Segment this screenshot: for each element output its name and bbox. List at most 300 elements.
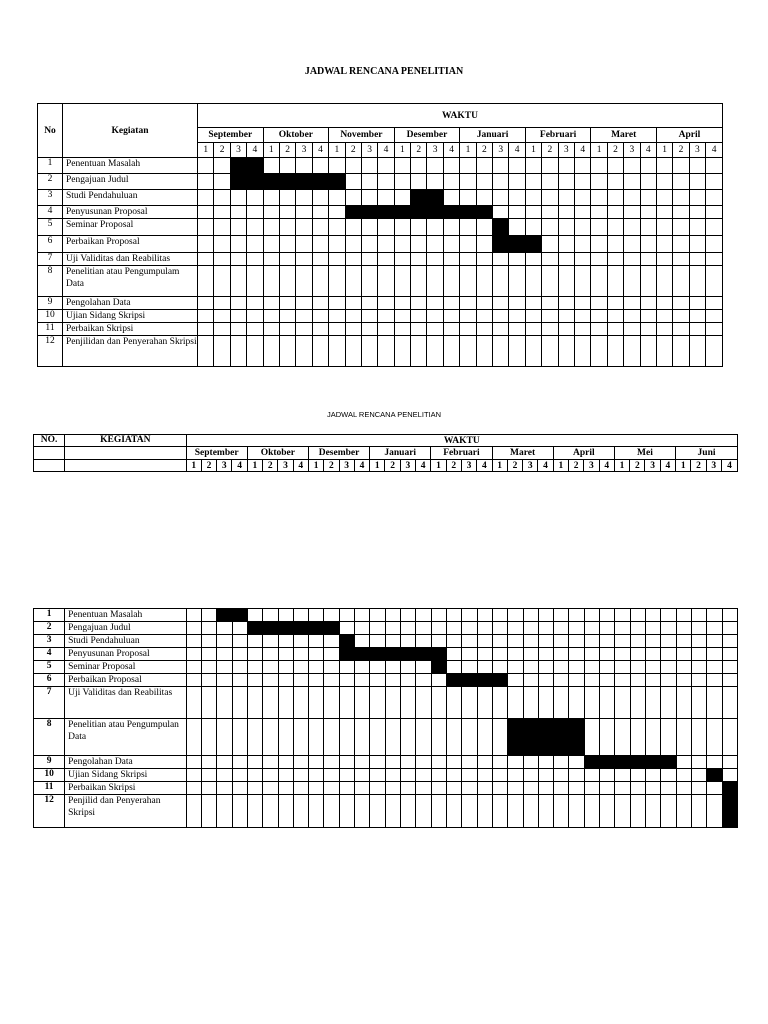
gantt-cell: [312, 310, 328, 323]
gantt-cell: [460, 190, 476, 206]
week-number: 2: [568, 460, 583, 472]
gantt-cell: [296, 219, 312, 236]
row-number: 4: [34, 648, 65, 661]
gantt-cell: [508, 674, 523, 687]
gantt-cell: [201, 648, 216, 661]
gantt-cell: [569, 661, 584, 674]
gantt-cell: [661, 609, 676, 622]
week-number: 2: [324, 460, 339, 472]
gantt-cell: [615, 719, 630, 756]
gantt-cell: [689, 310, 705, 323]
gantt-cell: [661, 635, 676, 648]
gantt-cell: [198, 190, 214, 206]
gantt-bar-cell: [263, 622, 278, 635]
gantt-cell: [523, 782, 538, 795]
table1-title: JADWAL RENCANA PENELITIAN: [304, 66, 464, 77]
gantt-cell: [416, 674, 431, 687]
week-number: 2: [607, 143, 623, 158]
gantt-cell: [624, 266, 640, 297]
gantt-cell: [525, 310, 541, 323]
gantt-cell: [460, 266, 476, 297]
gantt-cell: [509, 158, 525, 174]
gantt-cell: [689, 336, 705, 367]
gantt-cell: [217, 756, 232, 769]
gantt-cell: [263, 336, 279, 367]
gantt-cell: [476, 310, 492, 323]
gantt-cell: [279, 158, 295, 174]
gantt-cell: [646, 661, 661, 674]
gantt-cell: [689, 297, 705, 310]
row-number: 5: [34, 661, 65, 674]
gantt-cell: [279, 323, 295, 336]
gantt-cell: [630, 635, 645, 648]
header-row-waktu: [38, 104, 723, 128]
gantt-cell: [691, 622, 706, 635]
gantt-cell: [247, 719, 262, 756]
gantt-cell: [378, 236, 394, 253]
gantt-bar-cell: [378, 206, 394, 219]
gantt-cell: [591, 219, 607, 236]
gantt-cell: [630, 622, 645, 635]
gantt-cell: [508, 756, 523, 769]
week-number: 4: [538, 460, 553, 472]
gantt-cell: [416, 756, 431, 769]
gantt-cell: [230, 323, 246, 336]
gantt-cell: [247, 190, 263, 206]
gantt-cell: [600, 661, 615, 674]
gantt-cell: [378, 158, 394, 174]
gantt-cell: [630, 674, 645, 687]
row-number: 3: [34, 635, 65, 648]
gantt-cell: [378, 336, 394, 367]
week-number: 3: [493, 143, 509, 158]
gantt-cell: [676, 648, 691, 661]
gantt-cell: [198, 297, 214, 310]
gantt-cell: [263, 756, 278, 769]
gantt-cell: [339, 661, 354, 674]
gantt-cell: [661, 769, 676, 782]
gantt-cell: [538, 782, 553, 795]
gantt-cell: [186, 795, 201, 828]
gantt-cell: [217, 661, 232, 674]
gantt-cell: [279, 310, 295, 323]
gantt-cell: [394, 219, 410, 236]
week-number: 1: [308, 460, 323, 472]
gantt-bar-cell: [263, 174, 279, 190]
gantt-cell: [186, 635, 201, 648]
gantt-cell: [443, 158, 459, 174]
gantt-cell: [542, 219, 558, 236]
gantt-cell: [673, 323, 689, 336]
gantt-bar-cell: [584, 756, 599, 769]
gantt-cell: [525, 158, 541, 174]
header-row-months: [34, 447, 738, 460]
gantt-cell: [615, 635, 630, 648]
gantt-cell: [443, 323, 459, 336]
gantt-cell: [646, 769, 661, 782]
week-number: 2: [214, 143, 230, 158]
gantt-cell: [263, 661, 278, 674]
gantt-bar-cell: [279, 174, 295, 190]
gantt-cell: [385, 769, 400, 782]
gantt-cell: [706, 174, 723, 190]
gantt-bar-cell: [722, 795, 737, 828]
gantt-cell: [460, 297, 476, 310]
activity-row: [34, 674, 738, 687]
activity-row: [38, 266, 723, 297]
activity-row: [38, 190, 723, 206]
gantt-cell: [401, 687, 416, 719]
gantt-cell: [385, 609, 400, 622]
gantt-cell: [446, 661, 461, 674]
gantt-cell: [707, 648, 722, 661]
week-number: 2: [630, 460, 645, 472]
week-number: 1: [329, 143, 345, 158]
gantt-cell: [361, 174, 377, 190]
gantt-cell: [416, 661, 431, 674]
gantt-cell: [676, 756, 691, 769]
gantt-cell: [355, 782, 370, 795]
week-number: 4: [721, 460, 737, 472]
gantt-cell: [247, 206, 263, 219]
gantt-cell: [661, 719, 676, 756]
blank-cell: [65, 447, 186, 460]
gantt-cell: [247, 266, 263, 297]
gantt-cell: [198, 219, 214, 236]
week-number: 3: [558, 143, 574, 158]
week-number: 3: [584, 460, 599, 472]
gantt-cell: [263, 206, 279, 219]
gantt-bar-cell: [411, 190, 427, 206]
activity-row: [38, 310, 723, 323]
gantt-cell: [247, 297, 263, 310]
gantt-cell: [462, 648, 477, 661]
gantt-cell: [706, 253, 723, 266]
gantt-cell: [462, 769, 477, 782]
gantt-cell: [378, 253, 394, 266]
row-number: 2: [38, 174, 63, 190]
gantt-cell: [691, 648, 706, 661]
gantt-cell: [508, 687, 523, 719]
gantt-cell: [722, 756, 737, 769]
gantt-cell: [411, 310, 427, 323]
gantt-cell: [355, 674, 370, 687]
gantt-cell: [263, 769, 278, 782]
gantt-cell: [278, 782, 293, 795]
gantt-cell: [640, 236, 656, 253]
gantt-cell: [361, 323, 377, 336]
gantt-cell: [378, 297, 394, 310]
gantt-cell: [345, 310, 361, 323]
gantt-cell: [538, 674, 553, 687]
gantt-cell: [214, 206, 230, 219]
gantt-cell: [230, 297, 246, 310]
gantt-cell: [554, 635, 569, 648]
gantt-cell: [508, 635, 523, 648]
gantt-cell: [263, 158, 279, 174]
month-header: Februari: [525, 128, 591, 143]
gantt-bar-cell: [446, 674, 461, 687]
gantt-cell: [232, 756, 247, 769]
gantt-cell: [656, 253, 672, 266]
gantt-cell: [217, 648, 232, 661]
gantt-cell: [656, 266, 672, 297]
gantt-cell: [676, 687, 691, 719]
gantt-cell: [431, 756, 446, 769]
gantt-cell: [370, 622, 385, 635]
month-header: September: [198, 128, 264, 143]
gantt-cell: [640, 336, 656, 367]
week-number: 1: [394, 143, 410, 158]
gantt-bar-cell: [462, 674, 477, 687]
row-number: 8: [38, 266, 63, 297]
schedule-table-2-header: [33, 434, 738, 472]
gantt-cell: [707, 782, 722, 795]
gantt-cell: [309, 648, 324, 661]
gantt-cell: [462, 635, 477, 648]
gantt-cell: [591, 236, 607, 253]
gantt-cell: [263, 219, 279, 236]
gantt-cell: [656, 158, 672, 174]
gantt-cell: [656, 190, 672, 206]
gantt-cell: [525, 323, 541, 336]
gantt-cell: [293, 769, 308, 782]
activity-row: [34, 769, 738, 782]
gantt-cell: [460, 236, 476, 253]
gantt-cell: [370, 687, 385, 719]
gantt-bar-cell: [477, 674, 492, 687]
gantt-cell: [462, 719, 477, 756]
gantt-cell: [640, 206, 656, 219]
gantt-cell: [201, 719, 216, 756]
week-number: 3: [645, 460, 660, 472]
gantt-cell: [232, 795, 247, 828]
week-number: 3: [230, 143, 246, 158]
activity-name: Penentuan Masalah: [63, 158, 198, 174]
gantt-cell: [691, 795, 706, 828]
gantt-cell: [214, 253, 230, 266]
gantt-cell: [523, 674, 538, 687]
gantt-cell: [722, 635, 737, 648]
row-number: 1: [38, 158, 63, 174]
header-row-weeks: [34, 460, 738, 472]
gantt-bar-cell: [460, 206, 476, 219]
gantt-cell: [361, 310, 377, 323]
gantt-cell: [554, 622, 569, 635]
gantt-cell: [591, 206, 607, 219]
gantt-bar-cell: [427, 206, 443, 219]
gantt-cell: [416, 635, 431, 648]
gantt-cell: [431, 782, 446, 795]
gantt-cell: [198, 323, 214, 336]
gantt-cell: [661, 674, 676, 687]
gantt-cell: [676, 661, 691, 674]
gantt-cell: [538, 648, 553, 661]
gantt-cell: [493, 253, 509, 266]
gantt-cell: [345, 253, 361, 266]
gantt-cell: [263, 253, 279, 266]
week-number: 2: [476, 143, 492, 158]
gantt-cell: [329, 190, 345, 206]
activity-name: Penyusunan Proposal: [63, 206, 198, 219]
gantt-bar-cell: [355, 648, 370, 661]
gantt-cell: [214, 266, 230, 297]
gantt-bar-cell: [525, 236, 541, 253]
gantt-cell: [558, 310, 574, 323]
week-number: 3: [689, 143, 705, 158]
activity-name: Ujian Sidang Skripsi: [63, 310, 198, 323]
gantt-bar-cell: [339, 648, 354, 661]
week-number: 1: [656, 143, 672, 158]
week-number: 3: [339, 460, 354, 472]
gantt-cell: [477, 622, 492, 635]
gantt-cell: [477, 609, 492, 622]
gantt-cell: [186, 782, 201, 795]
gantt-cell: [591, 174, 607, 190]
gantt-cell: [186, 674, 201, 687]
gantt-cell: [569, 769, 584, 782]
gantt-cell: [706, 206, 723, 219]
col-activity-header: Kegiatan: [63, 104, 198, 158]
gantt-cell: [443, 219, 459, 236]
activity-name: Penelitian atau Pengumpulan Data: [65, 719, 187, 756]
gantt-cell: [279, 266, 295, 297]
gantt-cell: [462, 661, 477, 674]
gantt-cell: [232, 635, 247, 648]
gantt-cell: [607, 253, 623, 266]
gantt-cell: [689, 206, 705, 219]
gantt-cell: [722, 674, 737, 687]
gantt-cell: [339, 687, 354, 719]
gantt-cell: [476, 336, 492, 367]
gantt-cell: [584, 648, 599, 661]
gantt-cell: [345, 236, 361, 253]
gantt-cell: [345, 266, 361, 297]
row-number: 4: [38, 206, 63, 219]
gantt-cell: [624, 310, 640, 323]
gantt-cell: [217, 687, 232, 719]
gantt-cell: [554, 661, 569, 674]
gantt-bar-cell: [345, 206, 361, 219]
gantt-cell: [186, 769, 201, 782]
gantt-cell: [279, 297, 295, 310]
gantt-cell: [523, 756, 538, 769]
gantt-cell: [575, 310, 591, 323]
gantt-cell: [509, 323, 525, 336]
gantt-cell: [198, 310, 214, 323]
gantt-cell: [460, 158, 476, 174]
gantt-bar-cell: [509, 236, 525, 253]
gantt-cell: [394, 174, 410, 190]
row-number: 6: [34, 674, 65, 687]
gantt-cell: [293, 661, 308, 674]
gantt-cell: [607, 297, 623, 310]
week-number: 3: [706, 460, 721, 472]
gantt-cell: [446, 687, 461, 719]
gantt-cell: [492, 782, 507, 795]
week-number: 4: [477, 460, 492, 472]
activity-row: [38, 206, 723, 219]
gantt-cell: [706, 219, 723, 236]
activity-name: Uji Validitas dan Reabilitas: [63, 253, 198, 266]
gantt-cell: [324, 687, 339, 719]
gantt-cell: [247, 310, 263, 323]
gantt-cell: [214, 336, 230, 367]
gantt-cell: [656, 219, 672, 236]
gantt-cell: [198, 253, 214, 266]
gantt-cell: [607, 236, 623, 253]
week-number: 1: [460, 143, 476, 158]
gantt-cell: [443, 336, 459, 367]
gantt-cell: [575, 236, 591, 253]
activity-name: Penjilid dan Penyerahan Skripsi: [65, 795, 187, 828]
gantt-cell: [329, 253, 345, 266]
gantt-cell: [476, 174, 492, 190]
gantt-cell: [247, 756, 262, 769]
gantt-cell: [630, 687, 645, 719]
gantt-cell: [691, 635, 706, 648]
activity-name: Seminar Proposal: [63, 219, 198, 236]
gantt-cell: [640, 253, 656, 266]
gantt-cell: [554, 795, 569, 828]
gantt-cell: [427, 297, 443, 310]
gantt-cell: [676, 769, 691, 782]
week-number: 1: [431, 460, 446, 472]
gantt-cell: [446, 622, 461, 635]
gantt-cell: [477, 719, 492, 756]
gantt-cell: [293, 648, 308, 661]
gantt-bar-cell: [523, 719, 538, 756]
gantt-cell: [324, 609, 339, 622]
gantt-cell: [312, 190, 328, 206]
gantt-cell: [542, 336, 558, 367]
gantt-cell: [689, 190, 705, 206]
gantt-cell: [591, 253, 607, 266]
gantt-cell: [416, 719, 431, 756]
gantt-cell: [523, 795, 538, 828]
gantt-cell: [691, 782, 706, 795]
gantt-cell: [263, 674, 278, 687]
activity-name: Perbaikan Skripsi: [63, 323, 198, 336]
row-number: 5: [38, 219, 63, 236]
week-number: 3: [427, 143, 443, 158]
gantt-cell: [263, 719, 278, 756]
gantt-cell: [411, 297, 427, 310]
gantt-cell: [394, 336, 410, 367]
gantt-cell: [624, 253, 640, 266]
gantt-cell: [401, 609, 416, 622]
gantt-cell: [312, 219, 328, 236]
gantt-cell: [630, 609, 645, 622]
gantt-cell: [673, 190, 689, 206]
gantt-cell: [329, 236, 345, 253]
week-number: 4: [660, 460, 675, 472]
gantt-cell: [370, 756, 385, 769]
gantt-cell: [312, 297, 328, 310]
gantt-cell: [656, 174, 672, 190]
gantt-cell: [607, 158, 623, 174]
gantt-cell: [345, 297, 361, 310]
gantt-cell: [427, 236, 443, 253]
gantt-cell: [279, 190, 295, 206]
gantt-cell: [329, 219, 345, 236]
week-number: 3: [296, 143, 312, 158]
gantt-cell: [476, 158, 492, 174]
gantt-cell: [370, 635, 385, 648]
row-number: 11: [38, 323, 63, 336]
gantt-cell: [542, 323, 558, 336]
gantt-cell: [370, 661, 385, 674]
